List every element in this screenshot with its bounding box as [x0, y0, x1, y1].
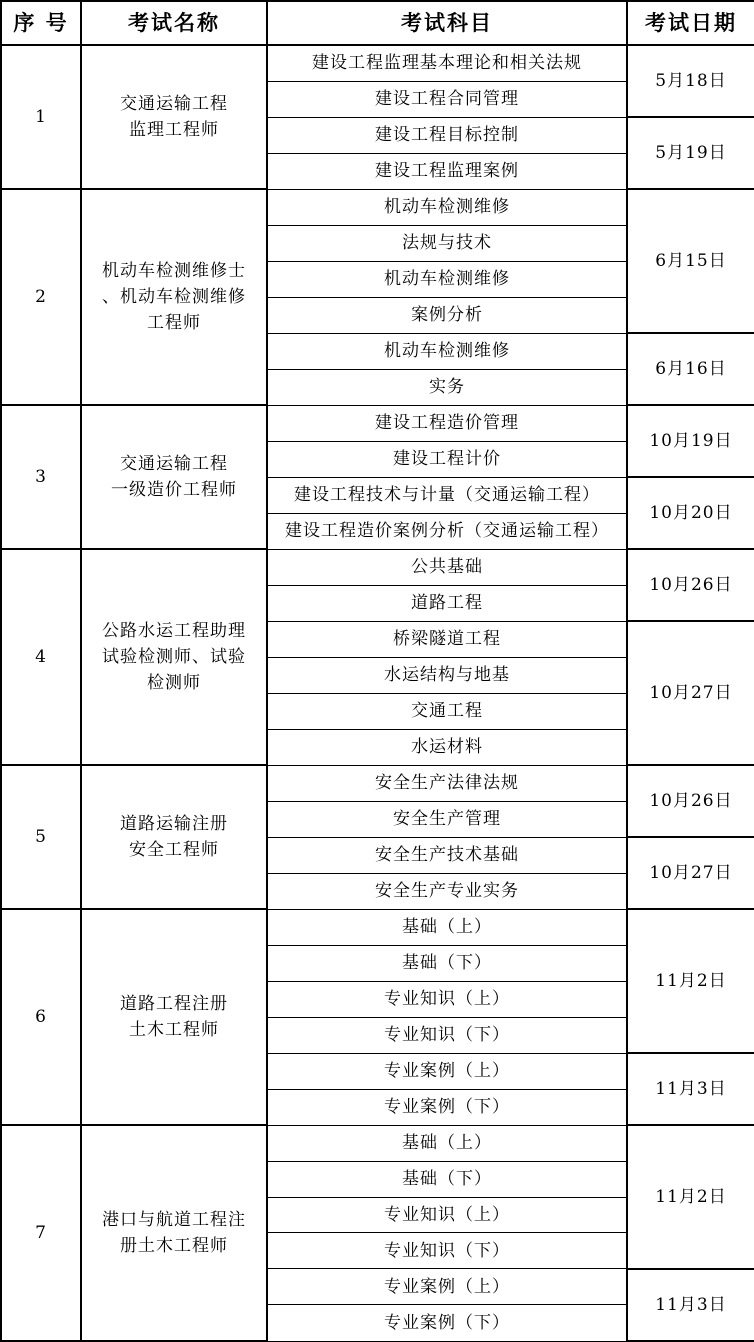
- exam-subject-cell: [267, 405, 627, 441]
- table-row: [1, 909, 754, 945]
- exam-seq-cell: 3: [1, 405, 81, 549]
- exam-subject-text: 专业知识（下）: [384, 1240, 510, 1261]
- exam-name-cell: [81, 549, 267, 765]
- exam-subject-cell: [267, 837, 627, 873]
- exam-seq-cell: 4: [1, 549, 81, 765]
- exam-name-line: 册土木工程师: [120, 1236, 228, 1257]
- exam-subject-cell: [267, 945, 627, 981]
- exam-date-cell: 11月3日: [627, 1053, 754, 1125]
- exam-seq-cell: 1: [1, 45, 81, 189]
- exam-subject-cell: [267, 261, 627, 297]
- exam-subject-text: 基础（下）: [402, 953, 492, 974]
- exam-subject-cell: [267, 117, 627, 153]
- exam-subject-text: 法规与技术: [402, 233, 492, 254]
- exam-date-cell: 5月18日: [627, 45, 754, 117]
- exam-name-line: 、机动车检测维修: [102, 287, 246, 308]
- exam-subject-cell: [267, 45, 627, 81]
- exam-name-line: 公路水运工程助理: [102, 621, 246, 642]
- exam-name-cell: [81, 45, 267, 189]
- exam-name-cell: [81, 405, 267, 549]
- exam-date-cell: 10月26日: [627, 765, 754, 837]
- table-row: [1, 1125, 754, 1161]
- exam-name-line: 道路运输注册: [120, 814, 228, 835]
- exam-subject-cell: [267, 981, 627, 1017]
- exam-subject-text: 建设工程监理案例: [375, 161, 519, 182]
- exam-subject-cell: [267, 729, 627, 765]
- exam-subject-cell: [267, 1053, 627, 1089]
- exam-subject-cell: [267, 1017, 627, 1053]
- exam-subject-cell: [267, 549, 627, 585]
- exam-subject-cell: [267, 477, 627, 513]
- exam-subject-text: 专业知识（下）: [384, 1025, 510, 1046]
- exam-subject-text: 基础（下）: [402, 1169, 492, 1189]
- exam-subject-cell: [267, 297, 627, 333]
- exam-name-line: 港口与航道工程注: [102, 1210, 246, 1231]
- exam-name-cell: [81, 189, 267, 405]
- exam-subject-cell: [267, 1305, 627, 1341]
- exam-date-cell: 10月20日: [627, 477, 754, 549]
- header-exam-date: 考试日期: [627, 1, 754, 45]
- exam-subject-text: 专业知识（上）: [384, 989, 510, 1010]
- exam-subject-text: 交通工程: [411, 701, 483, 722]
- exam-subject-text: 案例分析: [411, 305, 483, 326]
- exam-subject-text: 建设工程目标控制: [375, 125, 519, 146]
- exam-subject-cell: [267, 1269, 627, 1305]
- exam-name-line: 工程师: [147, 313, 201, 334]
- exam-name-line: 一级造价工程师: [111, 480, 237, 501]
- exam-subject-text: 机动车检测维修: [384, 197, 510, 218]
- exam-subject-text: 机动车检测维修: [384, 269, 510, 290]
- header-row: [1, 1, 754, 45]
- exam-subject-cell: [267, 333, 627, 369]
- exam-date-cell: 10月19日: [627, 405, 754, 477]
- exam-subject-cell: [267, 153, 627, 189]
- exam-subject-cell: [267, 225, 627, 261]
- exam-name-line: 道路工程注册: [120, 994, 228, 1015]
- exam-date-cell: 10月26日: [627, 549, 754, 621]
- table-header: [1, 1, 754, 45]
- exam-subject-text: 建设工程监理基本理论和相关法规: [312, 53, 582, 74]
- table-body: [1, 45, 754, 1341]
- exam-subject-cell: [267, 585, 627, 621]
- exam-subject-text: 建设工程造价管理: [375, 413, 519, 434]
- exam-name-line: 机动车检测维修士: [102, 261, 246, 282]
- exam-subject-text: 安全生产管理: [393, 809, 501, 830]
- exam-subject-text: 道路工程: [411, 593, 483, 614]
- exam-subject-text: 专业案例（下）: [384, 1097, 510, 1118]
- exam-subject-text: 专业案例（下）: [384, 1312, 510, 1333]
- exam-date-cell: 10月27日: [627, 621, 754, 765]
- table-row: [1, 549, 754, 585]
- exam-subject-cell: [267, 873, 627, 909]
- exam-date-cell: 11月3日: [627, 1269, 754, 1341]
- exam-subject-cell: [267, 909, 627, 945]
- exam-subject-text: 基础（上）: [402, 917, 492, 938]
- exam-subject-cell: [267, 693, 627, 729]
- exam-date-cell: 11月2日: [627, 909, 754, 1053]
- exam-name-line: 安全工程师: [129, 840, 219, 861]
- exam-name-cell: [81, 765, 267, 909]
- exam-subject-text: 实务: [429, 377, 465, 398]
- exam-date-cell: 11月2日: [627, 1125, 754, 1269]
- exam-subject-text: 建设工程合同管理: [375, 89, 519, 110]
- exam-subject-text: 专业案例（上）: [384, 1061, 510, 1082]
- header-exam-name: 考试名称: [81, 1, 267, 45]
- exam-subject-cell: [267, 81, 627, 117]
- exam-subject-text: 专业知识（上）: [384, 1204, 510, 1225]
- header-exam-subject: 考试科目: [267, 1, 627, 45]
- exam-subject-cell: [267, 657, 627, 693]
- exam-subject-text: 公共基础: [411, 557, 483, 578]
- exam-name-line: 交通运输工程: [120, 94, 228, 115]
- exam-seq-cell: 7: [1, 1125, 81, 1341]
- exam-subject-text: 安全生产技术基础: [375, 845, 519, 866]
- exam-subject-cell: [267, 1089, 627, 1125]
- exam-subject-text: 机动车检测维修: [384, 341, 510, 362]
- exam-subject-text: 安全生产专业实务: [375, 881, 519, 902]
- table-row: [1, 405, 754, 441]
- exam-name-line: 检测师: [147, 673, 201, 694]
- exam-subject-text: 建设工程造价案例分析（交通运输工程）: [285, 521, 609, 542]
- exam-subject-cell: [267, 513, 627, 549]
- exam-subject-cell: [267, 189, 627, 225]
- exam-name-cell: [81, 1125, 267, 1341]
- exam-subject-cell: [267, 765, 627, 801]
- exam-subject-cell: [267, 801, 627, 837]
- table-row: [1, 189, 754, 225]
- table-row: [1, 45, 754, 81]
- table-row: [1, 765, 754, 801]
- exam-subject-cell: [267, 1197, 627, 1233]
- exam-seq-cell: 2: [1, 189, 81, 405]
- exam-subject-cell: [267, 369, 627, 405]
- exam-name-line: 土木工程师: [129, 1020, 219, 1041]
- exam-date-cell: 10月27日: [627, 837, 754, 909]
- exam-subject-text: 水运结构与地基: [384, 665, 510, 686]
- header-seq: 序 号: [1, 1, 81, 45]
- exam-subject-cell: [267, 621, 627, 657]
- exam-subject-cell: [267, 441, 627, 477]
- exam-date-cell: 6月15日: [627, 189, 754, 333]
- exam-date-cell: 5月19日: [627, 117, 754, 189]
- exam-name-line: 交通运输工程: [120, 454, 228, 475]
- exam-subject-cell: [267, 1233, 627, 1269]
- exam-date-cell: 6月16日: [627, 333, 754, 405]
- exam-subject-cell: [267, 1125, 627, 1161]
- exam-name-line: 监理工程师: [129, 120, 219, 141]
- exam-subject-text: 安全生产法律法规: [375, 773, 519, 794]
- exam-subject-cell: [267, 1161, 627, 1197]
- exam-name-cell: [81, 909, 267, 1125]
- exam-subject-text: 水运材料: [411, 737, 483, 758]
- exam-name-line: 试验检测师、试验: [102, 647, 246, 668]
- exam-seq-cell: 5: [1, 765, 81, 909]
- exam-subject-text: 桥梁隧道工程: [393, 629, 501, 650]
- exam-seq-cell: 6: [1, 909, 81, 1125]
- exam-subject-text: 建设工程技术与计量（交通运输工程）: [294, 485, 600, 506]
- exam-subject-text: 专业案例（上）: [384, 1276, 510, 1297]
- exam-subject-text: 建设工程计价: [393, 449, 501, 470]
- exam-subject-text: 基础（上）: [402, 1133, 492, 1154]
